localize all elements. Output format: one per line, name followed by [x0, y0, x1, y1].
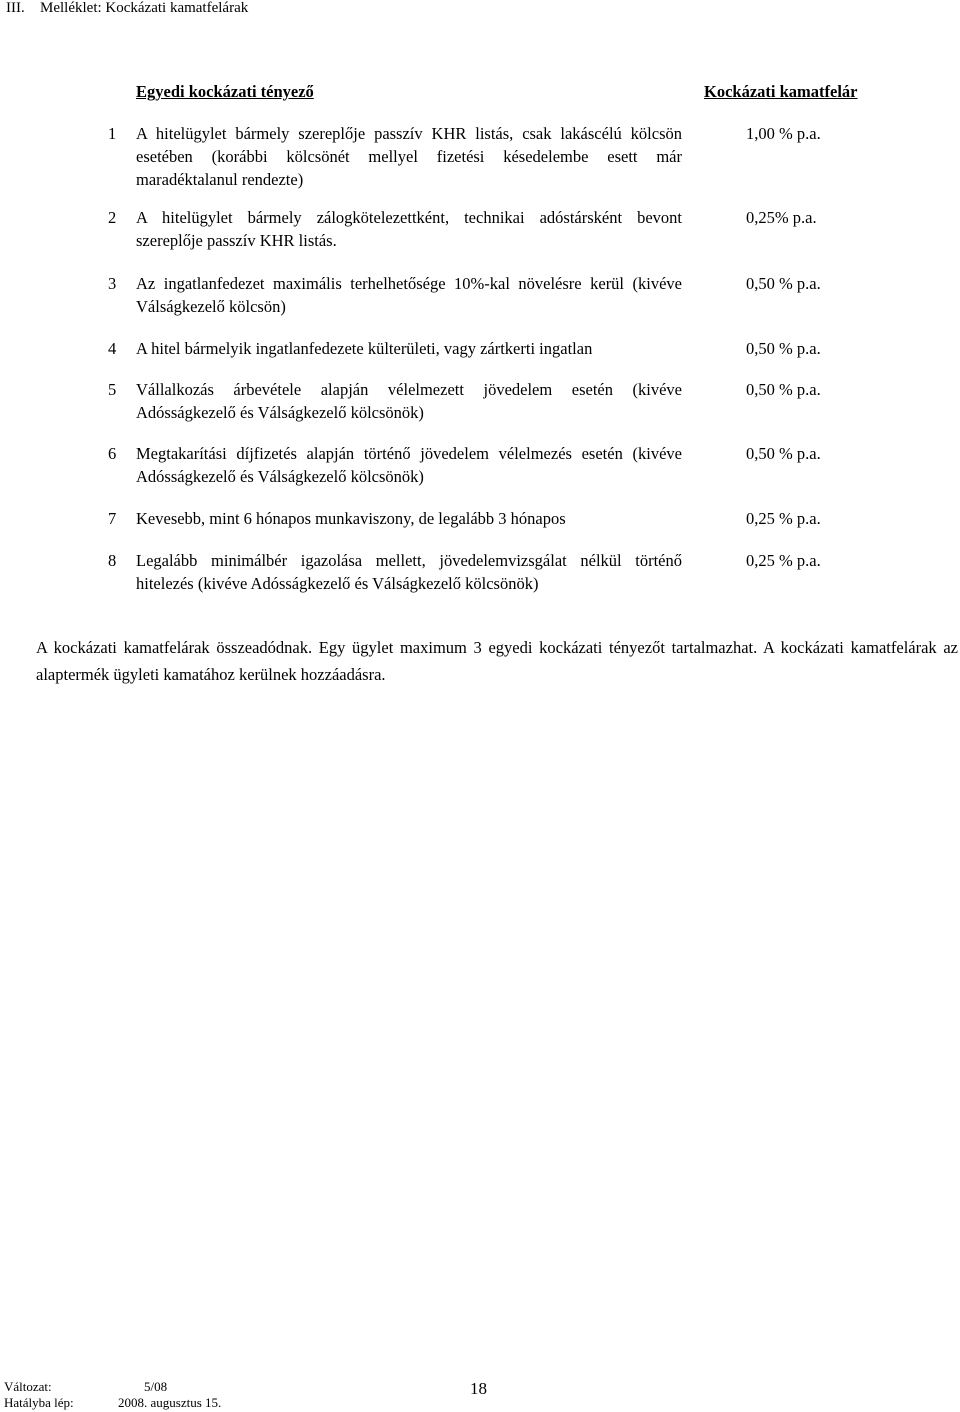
item-rate: 0,50 % p.a.	[746, 274, 821, 293]
item-rate: 0,25% p.a.	[746, 208, 817, 227]
item-text: Az ingatlanfedezet maximális terhelhetősége 10%-kal növelésre kerül (kivéve Válságkezelő kölcsön)	[136, 274, 682, 316]
section-number: III.	[6, 0, 25, 16]
item-number: 4	[108, 339, 117, 358]
item-rate: 0,50 % p.a.	[746, 339, 821, 358]
item-text: Vállalkozás árbevétele alapján vélelmezett jövedelem esetén (kivéve Adósságkezelő és Válságkezelő kölcsönök)	[136, 380, 682, 422]
effective-date-value: 2008. augusztus 15.	[118, 1395, 222, 1410]
version-value: 5/08	[144, 1379, 168, 1394]
item-number: 2	[108, 208, 117, 227]
page-number: 18	[470, 1379, 487, 1398]
effective-date-label: Hatályba lép:	[4, 1395, 74, 1410]
item-rate: 0,50 % p.a.	[746, 380, 821, 399]
item-text: Kevesebb, mint 6 hónapos munkaviszony, de legalább 3 hónapos	[136, 509, 566, 528]
item-rate: 1,00 % p.a.	[746, 124, 821, 143]
summary-paragraph: A kockázati kamatfelárak összeadódnak. Egy ügylet maximum 3 egyedi kockázati tényezőt tartalmazhat. A kockázati kamatfelárak az alaptermék ügyleti kamatához kerülnek hozzáadásra.	[36, 638, 958, 684]
item-rate: 0,50 % p.a.	[746, 444, 821, 463]
item-number: 8	[108, 551, 117, 570]
rate-column-header: Kockázati kamatfelár	[704, 82, 858, 101]
factor-column-header: Egyedi kockázati tényező	[136, 82, 314, 101]
item-text: A hitel bármelyik ingatlanfedezete külterületi, vagy zártkerti ingatlan	[136, 339, 593, 358]
section-title: Melléklet: Kockázati kamatfelárak	[40, 0, 249, 16]
item-text: A hitelügylet bármely zálogkötelezettként, technikai adóstársként bevont szereplője passzív KHR listás.	[136, 208, 682, 250]
item-number: 5	[108, 380, 117, 399]
item-text: Legalább minimálbér igazolása mellett, jövedelemvizsgálat nélkül történő hitelezés (kivéve Adósságkezelő és Válságkezelő kölcsönök)	[136, 551, 682, 593]
item-number: 3	[108, 274, 117, 293]
item-rate: 0,25 % p.a.	[746, 551, 821, 570]
item-number: 6	[108, 444, 117, 463]
item-text: A hitelügylet bármely szereplője passzív KHR listás, csak lakáscélú kölcsön esetében (korábbi kölcsönét mellyel fizetési késedelembe esett már maradéktalanul rendezte)	[136, 124, 682, 189]
item-number: 7	[108, 509, 117, 528]
item-text: Megtakarítási díjfizetés alapján történő jövedelem vélelmezés esetén (kivéve Adósságkezelő és Válságkezelő kölcsönök)	[136, 444, 682, 486]
item-rate: 0,25 % p.a.	[746, 509, 821, 528]
version-label: Változat:	[4, 1379, 52, 1394]
item-number: 1	[108, 124, 117, 143]
